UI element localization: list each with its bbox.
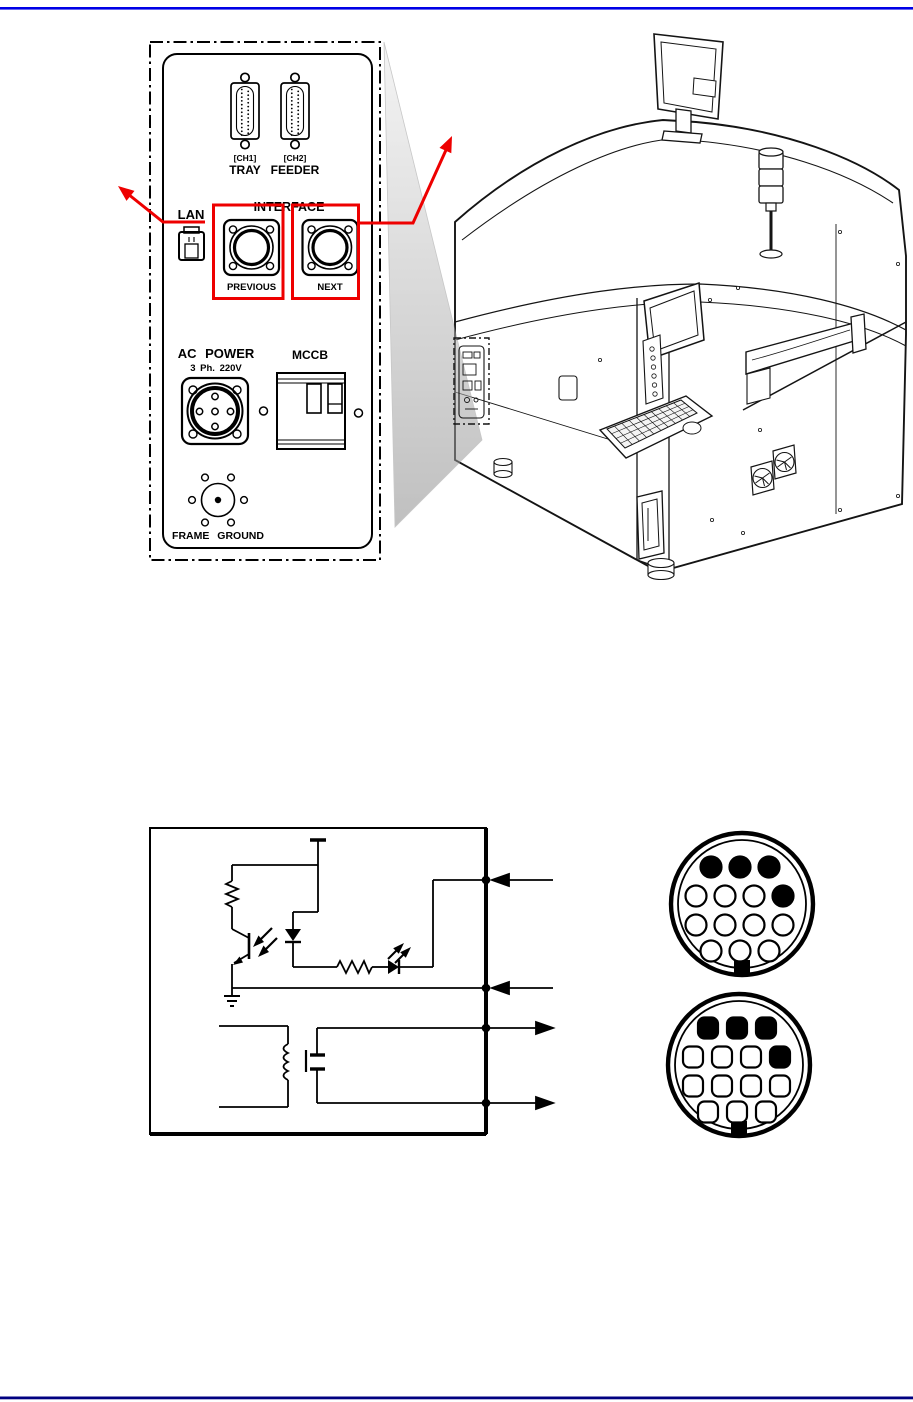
pin-open (683, 1047, 703, 1068)
frame-ground-terminal-icon (189, 474, 248, 526)
dsub-pin (247, 129, 249, 131)
dsub-pin (297, 106, 299, 108)
pin-open (686, 915, 707, 936)
pin-filled (773, 886, 794, 907)
pin-filled (759, 857, 780, 878)
operation-buttons-icon (643, 335, 663, 404)
dsub-pin (241, 134, 243, 136)
dsub-pin (241, 130, 243, 132)
panel-face (163, 54, 372, 548)
dsub-pin (291, 119, 293, 121)
interface-circuit-schematic (150, 828, 553, 1134)
pin-grid (683, 1018, 790, 1123)
resistor-icon (337, 961, 372, 973)
pin-filled (698, 1018, 718, 1039)
dsub-pin (247, 121, 249, 123)
pin-filled (727, 1018, 747, 1039)
ac-power-label: AC POWER (177, 346, 255, 361)
pin-open (701, 941, 722, 962)
dsub-pin (241, 108, 243, 110)
dsub-pin (241, 111, 243, 113)
interface-connector-pinout-top (671, 833, 813, 975)
next-label: NEXT (317, 282, 343, 293)
dsub-pin (297, 132, 299, 134)
dsub-pin (291, 100, 293, 102)
dsub-pin (241, 119, 243, 121)
dsub-pin (297, 121, 299, 123)
lan-label: LAN (177, 207, 205, 222)
dsub-pin (241, 92, 243, 94)
front-door-icon (637, 491, 664, 559)
dsub-pin (297, 102, 299, 104)
header-rule (0, 7, 913, 10)
dsub-pin (247, 132, 249, 134)
interface-label: INTERFACE (253, 200, 325, 214)
dsub-pin (247, 106, 249, 108)
relay-contact-icon (306, 1028, 486, 1103)
pin-open (759, 941, 780, 962)
dsub-pin (297, 110, 299, 112)
dsub-pin (241, 123, 243, 125)
detail-callout-border (150, 42, 380, 560)
dsub-pin (291, 104, 293, 106)
led-branch (293, 880, 486, 974)
dsub-pin (291, 130, 293, 132)
dsub-pin (241, 96, 243, 98)
ac-power-rating: 3 Ph. 220V (190, 363, 242, 374)
dsub-pin (241, 89, 243, 91)
mccb-label: MCCB (292, 348, 328, 362)
ground-icon (224, 988, 240, 1006)
pin-filled (730, 857, 751, 878)
pin-grid (686, 857, 794, 962)
input-arrowhead-icon (492, 982, 509, 994)
dsub-pin (247, 125, 249, 127)
pin-filled (701, 857, 722, 878)
dsub-pin (291, 108, 293, 110)
rear-panel-detail-view (150, 42, 380, 560)
pin-open (744, 886, 765, 907)
pin-open (730, 941, 751, 962)
output-arrowhead-icon (536, 1097, 553, 1109)
next-port-icon (303, 220, 358, 275)
dsub-pin (297, 94, 299, 96)
dsub-pin (291, 123, 293, 125)
ac-power-connector-icon (182, 378, 248, 444)
dsub-pin (241, 100, 243, 102)
dsub-pin (297, 98, 299, 100)
dsub-pin (247, 102, 249, 104)
pin-open (686, 886, 707, 907)
dsub-pin (241, 104, 243, 106)
pin-open (744, 915, 765, 936)
dsub-pin (291, 134, 293, 136)
input-arrowhead-icon (492, 874, 509, 886)
diode-icon (285, 912, 318, 967)
feeder-connector-icon (281, 73, 309, 148)
dsub-pin-dots (241, 89, 299, 136)
phototransistor-icon (232, 928, 277, 988)
dsub-pin (291, 111, 293, 113)
feeder-channel-label: [CH2] (283, 153, 307, 163)
callout-arrow-right-head (440, 136, 453, 153)
resistor-icon (226, 865, 238, 929)
pin-open (698, 1102, 718, 1123)
dsub-pin (297, 129, 299, 131)
dsub-pin (297, 117, 299, 119)
pin-open (770, 1076, 790, 1097)
dsub-pin (247, 94, 249, 96)
frame-ground-label: FRAME GROUND (172, 530, 264, 542)
dsub-pin (247, 113, 249, 115)
pin-open (712, 1047, 732, 1068)
pin-open (773, 915, 794, 936)
tray-label: TRAY (229, 163, 261, 177)
dsub-pin (241, 115, 243, 117)
dsub-pin (247, 91, 249, 93)
pin-open (756, 1102, 776, 1123)
dsub-pin (297, 113, 299, 115)
previous-label: PREVIOUS (226, 282, 277, 293)
dsub-pin (291, 96, 293, 98)
tray-channel-label: [CH1] (233, 153, 257, 163)
dsub-pin (297, 125, 299, 127)
pin-open (715, 915, 736, 936)
previous-port-icon (224, 220, 279, 275)
dsub-pin (247, 117, 249, 119)
feeder-label: FEEDER (270, 163, 320, 177)
footer-rule (0, 1397, 913, 1400)
output-arrowhead-icon (536, 1022, 553, 1034)
relay-coil-icon (219, 1026, 288, 1107)
dsub-pin (291, 127, 293, 129)
dsub-pin (291, 89, 293, 91)
dsub-pin (247, 98, 249, 100)
dsub-pin (291, 92, 293, 94)
pin-filled (756, 1018, 776, 1039)
dsub-pin (247, 110, 249, 112)
signal-arrows (486, 874, 553, 1109)
pin-open (712, 1076, 732, 1097)
lan-port-icon (179, 227, 204, 260)
machine-illustration-icon (455, 34, 906, 580)
dsub-pin (297, 91, 299, 93)
led-icon (388, 960, 399, 974)
dsub-pin (291, 115, 293, 117)
mccb-breaker-icon (260, 373, 363, 449)
pin-open (683, 1076, 703, 1097)
pin-open (741, 1047, 761, 1068)
pin-open (715, 886, 736, 907)
tray-connector-icon (231, 73, 259, 148)
interface-connector-pinout-bottom (668, 994, 810, 1136)
dsub-pin (241, 127, 243, 129)
pin-open (727, 1102, 747, 1123)
pin-filled (770, 1047, 790, 1068)
pin-open (741, 1076, 761, 1097)
